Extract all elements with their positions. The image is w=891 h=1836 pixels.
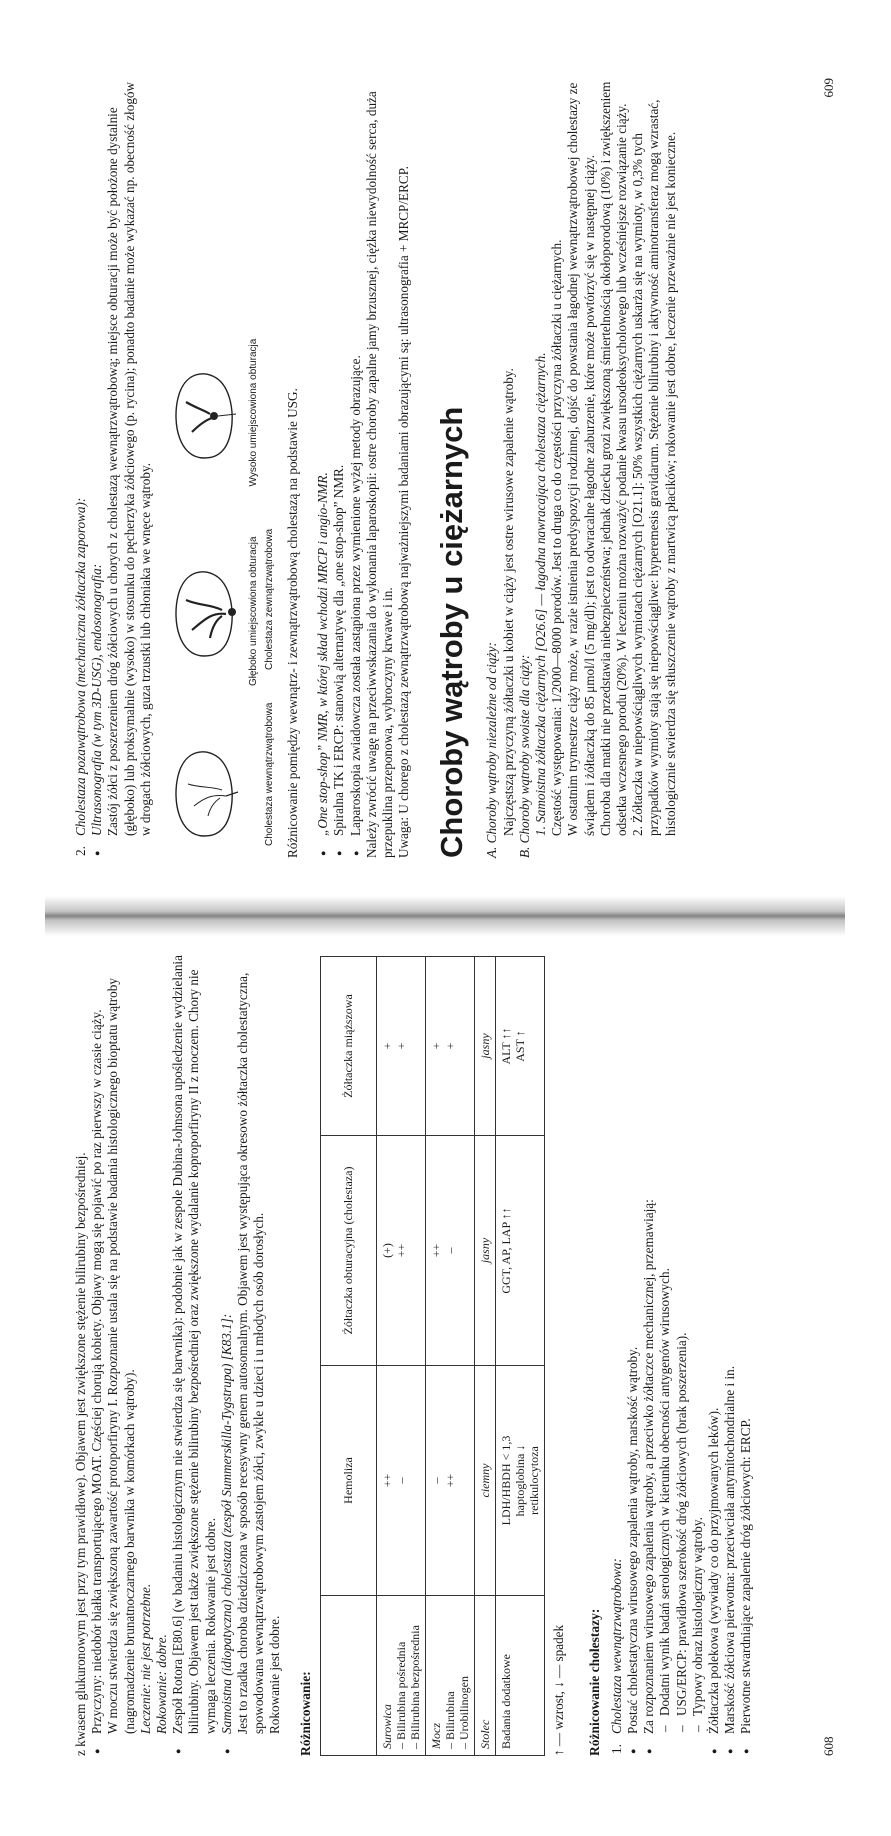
idiopathic-text: Jest to rzadka choroba dziedziczona w sposób recesywny genem autosomalnym. Objawem jest występująca okresowo żółtaczka cholestatyczna, spowodowana wewnątrzwątrobowym zastojem żółci, zwykle u dzieci i u młodych osób dorosłych. — [235, 972, 267, 1734]
usg-text: Zastój żółci z poszerzeniem dróg żółciowych u chorych z cholestazą wewnątrzwątrobową; miejsce obturacji może być położone dystalnie (głęboko) lub proksymalnie (wysoko) w stosunku do pęcherzyka żółciowego (p. rycina); ponadto badanie może wykazać np. obecność złogów w drogach żółciowych, guza trzustki lub chłoniaka we wnęce wątroby. — [105, 81, 153, 836]
table-cell: GGT, AP, LAP ↑↑ — [495, 1136, 544, 1366]
cell-line: – — [442, 1247, 457, 1254]
list-item: – Typowy obraz histologiczny wątroby. — [690, 952, 706, 1734]
list-item: ● Spiralna TK i ERCP: stanowią alternatywę dla „one stop-shop” NMR. — [331, 78, 347, 858]
list-item — [641, 952, 657, 1756]
table-cell — [425, 957, 474, 1136]
row-label-line: – Urobilinogen — [456, 1676, 471, 1749]
bullet-text: ● Ultrasonografia (w tym 3D-USG), endosonografia: — [89, 563, 105, 836]
uwaga-note: Uwaga: U chorego z cholestazą zewnątrzwątrobową najważniejszymi badaniami obrazującymi są: ultrasonografia + MRCP/ERCP. — [396, 166, 412, 858]
figure-group-captions — [264, 78, 275, 858]
figure-deep-obstruction — [164, 536, 260, 686]
list-item: – USG/ERCP: prawidłowa szerokość dróg żółciowych (brak poszerzenia). — [674, 952, 690, 1734]
item-b1-para: Częstość występowania: 1/2000—8000 porodów. Jest to druga co do częstości przyczyna żółtaczki u ciężarnych. — [549, 239, 565, 836]
row-label-line: – Bilirubina — [442, 1691, 457, 1749]
page-number: 608 — [821, 1736, 836, 1756]
table-row — [474, 957, 495, 1756]
intro-paragraph: z kwasem glukuronowym jest przy tym prawidłowe). Objawem jest zwiększone stężenie bilirubiny bezpośredniej. — [73, 1152, 88, 1756]
cell-line: – — [428, 1477, 443, 1484]
section-a: A. Choroby wątroby niezależne od ciąży: — [484, 642, 500, 858]
table-cell — [376, 1366, 425, 1596]
cholestasis-list — [609, 952, 625, 1756]
rotor-line: ● Zespół Rotora [E80.6] (w badaniu histologicznym nie stwierdza się barwnika): podobnie jak w zespole Dubina-Johnsona upośledzenie wydzielania bilirubiny. Objawem jest także zwiększone stężenie bilirubiny bezpośredniej oraz zwiększone wydalanie koproporfiryny II z moczem. Chory nie wymaga leczenia. Rokowanie jest dobre. — [170, 955, 218, 1734]
item-title: Cholestaza wewnątrzwątrobowa: — [608, 1558, 624, 1734]
liver-figures — [164, 78, 260, 858]
table-header-row — [320, 957, 376, 1756]
page-number: 609 — [821, 78, 836, 98]
syndrome-list — [89, 952, 283, 1756]
diagnosis-line: W moczu stwierdza się zwiększoną zawartość protoporfiryny I. Rozpoznanie ustala się na podstawie badania histologicznego bioptatu wątroby (nagromadzenie brunatnoczarnego barwnika w komórkach wątroby). — [105, 978, 137, 1734]
usg-differential: Różnicowanie pomiędzy wewnątrz- i zewnątrzwątrobową cholestazą na podstawie USG. — [285, 388, 301, 858]
list-item — [89, 78, 154, 858]
cell-line: retikulocytoza — [526, 1446, 541, 1515]
figure-caption: Głęboko umiejscowiona obturacja — [248, 536, 260, 686]
differential-table — [320, 956, 545, 1756]
table-row — [376, 957, 425, 1756]
table-header — [320, 1596, 376, 1756]
table-header: Żółtaczka obturacyjna (cholestaza) — [320, 1136, 376, 1366]
book-spread — [45, 38, 845, 1798]
prognosis-line: Rokowanie: dobre. — [154, 1634, 170, 1734]
table-title: Różnicowanie: — [297, 1671, 313, 1756]
table-cell: jasny — [474, 957, 495, 1136]
table-cell — [376, 957, 425, 1136]
cell-line: ++ — [393, 1243, 408, 1258]
item-b1-title: 1. Samoistna żółtaczka ciężarnych [O26.6] — łagodna nawracająca cholestaza ciężarnych. — [533, 352, 549, 836]
table-row — [425, 957, 474, 1756]
table-cell — [376, 1136, 425, 1366]
list-item: ● Laparoskopia zwiadowcza została zastąpiona przez wymienione wyżej metody obrazujące. — [348, 78, 364, 858]
row-label-line: – Bilirubina pośrednia — [393, 1641, 408, 1749]
cell-line: ++ — [428, 1243, 443, 1258]
cell-line: LDH/HBDH < 1,3 — [498, 1435, 513, 1526]
imaging-bullets — [315, 78, 364, 858]
table-header: Hemoliza — [320, 1366, 376, 1596]
usg-bullet — [89, 78, 154, 858]
item-title: Cholestaza pozawątrobowa (mechaniczna żółtaczka zaporowa): — [73, 497, 88, 836]
cell-line: ALT ↑↑ — [498, 1027, 513, 1065]
idiopathic-prognosis: Rokowanie jest dobre. — [267, 1615, 283, 1734]
table-row — [495, 957, 544, 1756]
cell-line: (+) — [379, 1243, 394, 1258]
section-title: Różnicowanie cholestazy: — [586, 1608, 602, 1756]
cell-line: + — [428, 1042, 443, 1050]
item1-dashes — [657, 952, 706, 1756]
causes-line: ● Przyczyny: niedobór białka transportującego MOAT. Częściej chorują kobiety. Objawy mogą się pojawić po raz pierwszy w czasie ciąży. — [89, 1009, 105, 1734]
treatment-line: Leczenie: nie jest potrzebne. — [137, 1583, 153, 1734]
figure-high-obstruction — [164, 339, 260, 487]
item-b1-para: W ostatnim trymestrze ciąży może, w razie istnienia predyspozycji rodzinnej, dojść do powstania łagodnej wewnątrzwątrobowej cholestazy ze świądem i żółtaczką do 85 μmol/l (5 mg/dl); jest to odwracalne łagodne zaburzenie, które może powtórzyć się w następnej ciąży. — [565, 82, 597, 836]
table-cell — [495, 957, 544, 1136]
figure-intrahepatic — [164, 736, 260, 846]
idiopathic-title: ● Samoistna (idiopatyczna) cholestaza (zespół Summerskilla-Tygstrupa) [K83.1]: — [218, 1313, 234, 1734]
item1-more — [706, 952, 755, 1756]
list-item: – Dodatni wynik badań serologicznych w kierunku obecności antygenów wirusowych. — [657, 952, 673, 1734]
figure-caption: Cholestaza zewnątrzwątrobowa — [264, 528, 276, 670]
row-label-line: Surowica — [379, 1704, 394, 1749]
list-item — [89, 952, 170, 1756]
table-cell — [425, 1136, 474, 1366]
list-item — [625, 952, 641, 1756]
cell-line: ++ — [442, 1473, 457, 1488]
bullet-text: ● Za rozpoznaniem wirusowego zapalenia wątroby, a przeciwko żółtaczce mechanicznej, przemawiają: — [641, 1199, 657, 1734]
item1-bullets — [625, 952, 657, 1756]
table-header: Żółtaczka miąższowa — [320, 957, 376, 1136]
list-item: ● „One stop-shop” NMR, w której skład wchodzi MRCP i angio-NMR. — [315, 78, 331, 858]
row-label — [425, 1596, 474, 1756]
list-item: 2. Cholestaza pozawątrobowa (mechaniczna żółtaczka zaporowa): — [73, 78, 89, 858]
item-b1-para: Choroba dla matki nie przedstawia niebezpieczeństwa; jednak dziecku grozi zwiększoną śmiertelnością okołoporodową (10%) i zwiększeniem odsetka wczesnego porodu (20%). W leczeniu można rozważyć podanie kwasu ursodeoksycholowego lub wcześniejsze rozwiązanie ciąży. — [597, 81, 630, 836]
row-label: Stolec — [474, 1596, 495, 1756]
cell-line: ++ — [379, 1473, 394, 1488]
table-cell: jasny — [474, 1136, 495, 1366]
liver-drawing-icon — [164, 358, 244, 468]
liver-drawing-icon — [164, 556, 244, 666]
page-609 — [45, 38, 845, 918]
section-b: B. Choroby wątroby swoiste dla ciąży: — [516, 654, 532, 858]
liver-drawing-icon — [164, 736, 244, 846]
cell-line: haptoglobina ↓ — [512, 1444, 527, 1517]
list-item: ● Pierwotne stwardniające zapalenie dróg żółciowych: ERCP. — [738, 952, 754, 1756]
cell-line: – — [393, 1477, 408, 1484]
cell-line: + — [379, 1042, 394, 1050]
chapter-title: Choroby wątroby u ciężarnych — [434, 406, 470, 858]
table-cell — [425, 1366, 474, 1596]
section-a-text: Najczęstszą przyczyną żółtaczki u kobiet w ciąży jest ostre wirusowe zapalenie wątroby. — [500, 368, 516, 836]
figure-caption: Wysoko umiejscowiona obturacja — [248, 338, 260, 487]
list-item — [170, 952, 219, 1756]
page-608 — [45, 918, 845, 1798]
table-cell — [495, 1366, 544, 1596]
table-legend: ↑ — wzrost, ↓ — spadek — [550, 1624, 566, 1756]
table-cell: ciemny — [474, 1366, 495, 1596]
cholestasis-list-cont — [73, 78, 89, 858]
list-item: 1. Cholestaza wewnątrzwątrobowa: — [609, 952, 625, 1756]
list-item — [219, 952, 284, 1756]
cell-line: AST ↑ — [512, 1030, 527, 1062]
list-item: ● Marskość żółciowa pierwotna: przeciwciała antymitochondrialne i in. — [722, 952, 738, 1756]
row-label-line: Mocz — [428, 1723, 443, 1749]
figure-caption: Cholestaza wewnątrzwątrobowa — [264, 702, 276, 846]
cell-line: + — [393, 1042, 408, 1050]
bullet-text: ● Postać cholestatyczna wirusowego zapalenia wątroby, marskość wątroby. — [625, 1346, 641, 1734]
list-item: ● Żółtaczka polekowa (wywiady co do przyjmowanych leków). — [706, 952, 722, 1756]
cell-line: + — [442, 1042, 457, 1050]
item-b2: 2. Żółtaczka w niepowściągliwych wymiotach ciężarnych [O21.1]: 50% wszystkich ciężarnych uskarża się na wymioty, w 0,3% tych przypadków wymioty stają się niepowściągliwe: hyperemesis gravidarum. Stężenie bilirubiny i aktywność aminotransferaz mogą wzrastać, histologicznie stwierdza się stłuszczenie wątroby z martwicą płacików; rokowanie jest dobre, leczenie przeważnie nie jest konieczne. — [630, 99, 678, 836]
row-label: Badania dodatkowe — [495, 1596, 544, 1756]
row-label — [376, 1596, 425, 1756]
laparoscopy-note: Należy zwrócić uwagę na przeciwwskazania do wykonania laparoskopii: ostre choroby zapalne jamy brzusznej, ciężka niewydolność serca, duża przepuklina przeponowa, wybroczyny krwawe i in. — [363, 91, 396, 858]
row-label-line: – Bilirubina bezpośrednia — [407, 1625, 422, 1749]
